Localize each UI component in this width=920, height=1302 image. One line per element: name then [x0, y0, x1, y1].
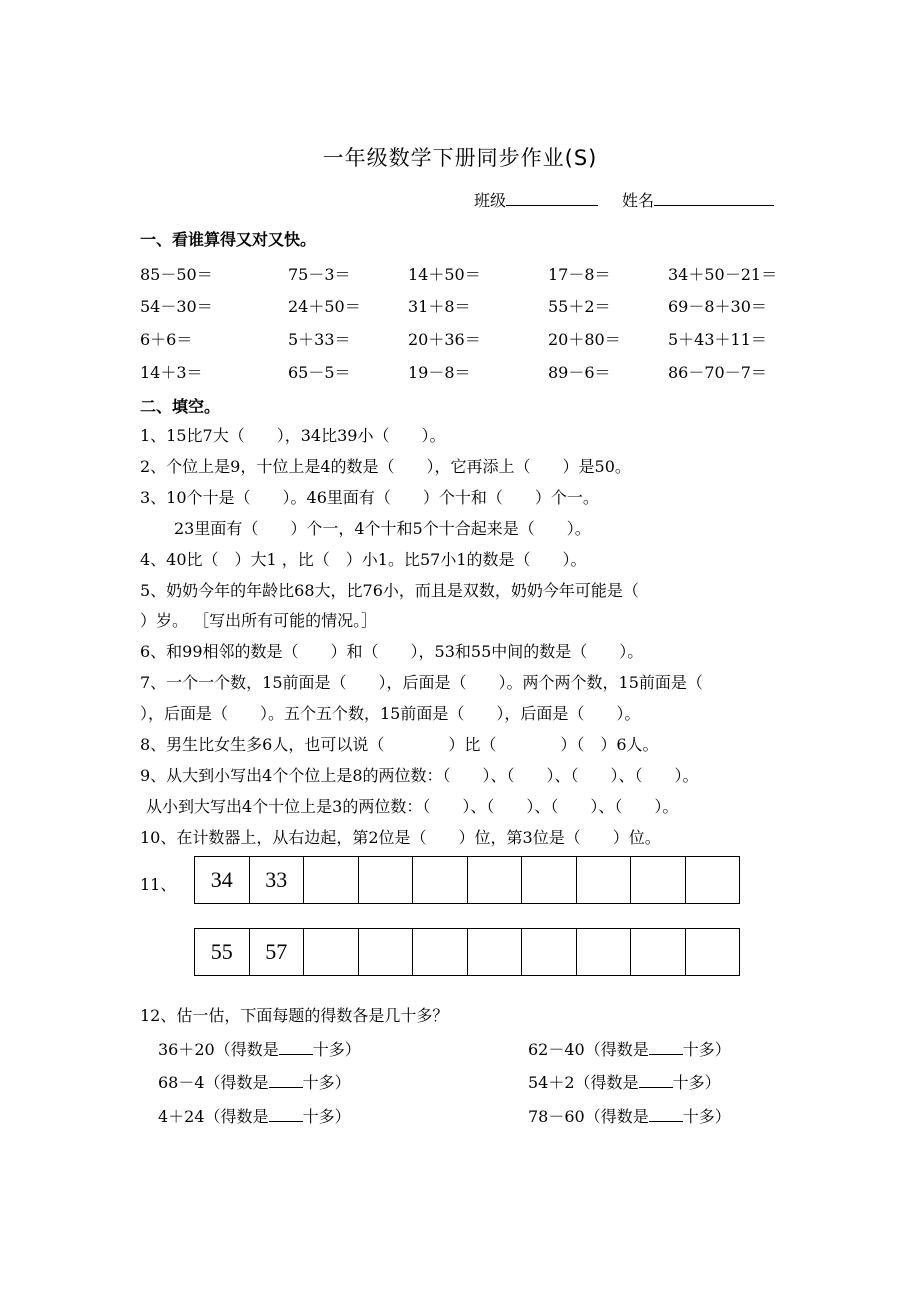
estimate-expression: 54＋2 — [528, 1073, 575, 1092]
fill-question-line: 10、在计数器上，从右边起，第2位是（ ）位，第3位是（ ）位。 — [140, 828, 661, 847]
fill-question-line: 2、个位上是9，十位上是4的数是（ ），它再添上（ ）是50。 — [140, 457, 631, 476]
sequence-box[interactable] — [413, 928, 468, 976]
q11-label: 11、 — [140, 875, 177, 894]
estimate-suffix: 十多） — [672, 1073, 721, 1092]
sequence-box[interactable] — [359, 856, 414, 904]
fill-question-line: 4、40比（ ）大1 ，比（ ）小1。比57小1的数是（ ）。 — [140, 550, 587, 569]
estimate-item — [158, 1070, 351, 1093]
sequence-box[interactable] — [413, 856, 468, 904]
estimate-suffix: 十多） — [302, 1107, 351, 1126]
estimate-prefix: （得数是 — [204, 1107, 269, 1126]
sequence-box[interactable] — [304, 856, 359, 904]
calc-problem: 55＋2＝ — [548, 297, 611, 316]
estimate-item — [158, 1037, 361, 1060]
calc-problem: 5＋33＝ — [288, 330, 351, 349]
estimate-expression: 78－60 — [528, 1107, 585, 1126]
estimate-expression: 62－40 — [528, 1040, 585, 1059]
fill-question-line: ）岁。 ［写出所有可能的情况。］ — [140, 611, 378, 630]
fill-question-line: 6、和99相邻的数是（ ）和（ ），53和55中间的数是（ ）。 — [140, 642, 644, 661]
calc-problem: 69－8＋30＝ — [668, 297, 767, 316]
answer-blank[interactable] — [269, 1073, 303, 1088]
calc-problem: 20＋80＝ — [548, 330, 621, 349]
sequence-box[interactable] — [577, 928, 632, 976]
sequence-box[interactable] — [577, 856, 632, 904]
name-field[interactable] — [622, 188, 774, 211]
answer-blank[interactable] — [639, 1073, 673, 1088]
calc-problem: 85－50＝ — [140, 265, 213, 284]
estimate-item — [158, 1104, 351, 1127]
estimate-prefix: （得数是 — [204, 1073, 269, 1092]
answer-blank[interactable] — [649, 1107, 683, 1122]
fill-question-line: 23里面有（ ）个一，4个十和5个十合起来是（ ）。 — [158, 519, 591, 538]
estimate-suffix: 十多） — [302, 1073, 351, 1092]
estimate-expression: 4＋24 — [158, 1107, 205, 1126]
fill-question-line: ），后面是（ ）。五个五个数，15前面是（ ），后面是（ ）。 — [140, 704, 641, 723]
sequence-box[interactable] — [631, 856, 686, 904]
sequence-box[interactable] — [359, 928, 414, 976]
sequence-box[interactable] — [522, 928, 577, 976]
estimate-item — [528, 1037, 731, 1060]
sequence-box: 34 — [195, 856, 250, 904]
estimate-expression: 36＋20 — [158, 1040, 215, 1059]
estimate-expression: 68－4 — [158, 1073, 205, 1092]
name-label: 姓名 — [622, 191, 655, 210]
calc-problem: 34＋50－21＝ — [668, 265, 778, 284]
calc-problem: 6＋6＝ — [140, 330, 193, 349]
class-field[interactable] — [474, 188, 598, 211]
section2-heading: 二、填空。 — [140, 397, 221, 416]
estimate-prefix: （得数是 — [574, 1073, 639, 1092]
calc-problem: 89－6＝ — [548, 363, 611, 382]
estimate-suffix: 十多） — [682, 1040, 731, 1059]
sequence-box[interactable] — [468, 928, 523, 976]
answer-blank[interactable] — [649, 1040, 683, 1055]
calc-problem: 75－3＝ — [288, 265, 351, 284]
fill-question-line: 3、10个十是（ ）。46里面有（ ）个十和（ ）个一。 — [140, 488, 599, 507]
sequence-box[interactable] — [522, 856, 577, 904]
fill-question-line: 5、奶奶今年的年龄比68大，比76小，而且是双数，奶奶今年可能是（ — [140, 581, 639, 600]
sequence-box[interactable] — [468, 856, 523, 904]
estimate-suffix: 十多） — [682, 1107, 731, 1126]
calc-problem: 86－70－7＝ — [668, 363, 767, 382]
calc-problem: 31＋8＝ — [408, 297, 471, 316]
class-label: 班级 — [474, 191, 507, 210]
calc-problem: 14＋3＝ — [140, 363, 203, 382]
name-blank[interactable] — [654, 189, 774, 206]
class-blank[interactable] — [506, 189, 598, 206]
sequence-box[interactable] — [304, 928, 359, 976]
sequence-box: 55 — [195, 928, 250, 976]
sequence-box[interactable] — [686, 856, 741, 904]
estimate-prefix: （得数是 — [584, 1107, 649, 1126]
page-title: 一年级数学下册同步作业(S) — [322, 146, 598, 170]
calc-problem: 24＋50＝ — [288, 297, 361, 316]
calc-problem: 14＋50＝ — [408, 265, 481, 284]
q11-box-row-2 — [194, 928, 740, 976]
calc-problem: 20＋36＝ — [408, 330, 481, 349]
calc-problem: 17－8＝ — [548, 265, 611, 284]
fill-question-line: 从小到大写出4个十位上是3的两位数：（ ）、（ ）、（ ）、（ ）。 — [146, 797, 679, 816]
answer-blank[interactable] — [269, 1107, 303, 1122]
sequence-box: 33 — [250, 856, 305, 904]
fill-question-line: 8、男生比女生多6人，也可以说（ ）比（ ）（ ）6人。 — [140, 735, 659, 754]
sequence-box[interactable] — [631, 928, 686, 976]
fill-question-line: 1、15比7大（ ），34比39小（ ）。 — [140, 426, 446, 445]
calc-problem: 54－30＝ — [140, 297, 213, 316]
calc-problem: 5＋43＋11＝ — [668, 330, 767, 349]
fill-question-line: 9、从大到小写出4个个位上是8的两位数：（ ）、（ ）、（ ）、（ ）。 — [140, 766, 699, 785]
q12-heading: 12、估一估，下面每题的得数各是几十多？ — [140, 1006, 449, 1025]
sequence-box[interactable] — [686, 928, 741, 976]
estimate-item — [528, 1070, 721, 1093]
estimate-prefix: （得数是 — [584, 1040, 649, 1059]
answer-blank[interactable] — [279, 1040, 313, 1055]
q11-box-row-1 — [194, 856, 740, 904]
calc-problem: 65－5＝ — [288, 363, 351, 382]
estimate-item — [528, 1104, 731, 1127]
calc-problem: 19－8＝ — [408, 363, 471, 382]
estimate-suffix: 十多） — [312, 1040, 361, 1059]
section1-heading: 一、看谁算得又对又快。 — [140, 230, 317, 249]
estimate-prefix: （得数是 — [214, 1040, 279, 1059]
sequence-box: 57 — [250, 928, 305, 976]
fill-question-line: 7、一个一个数，15前面是（ ），后面是（ ）。两个两个数，15前面是（ — [140, 673, 703, 692]
